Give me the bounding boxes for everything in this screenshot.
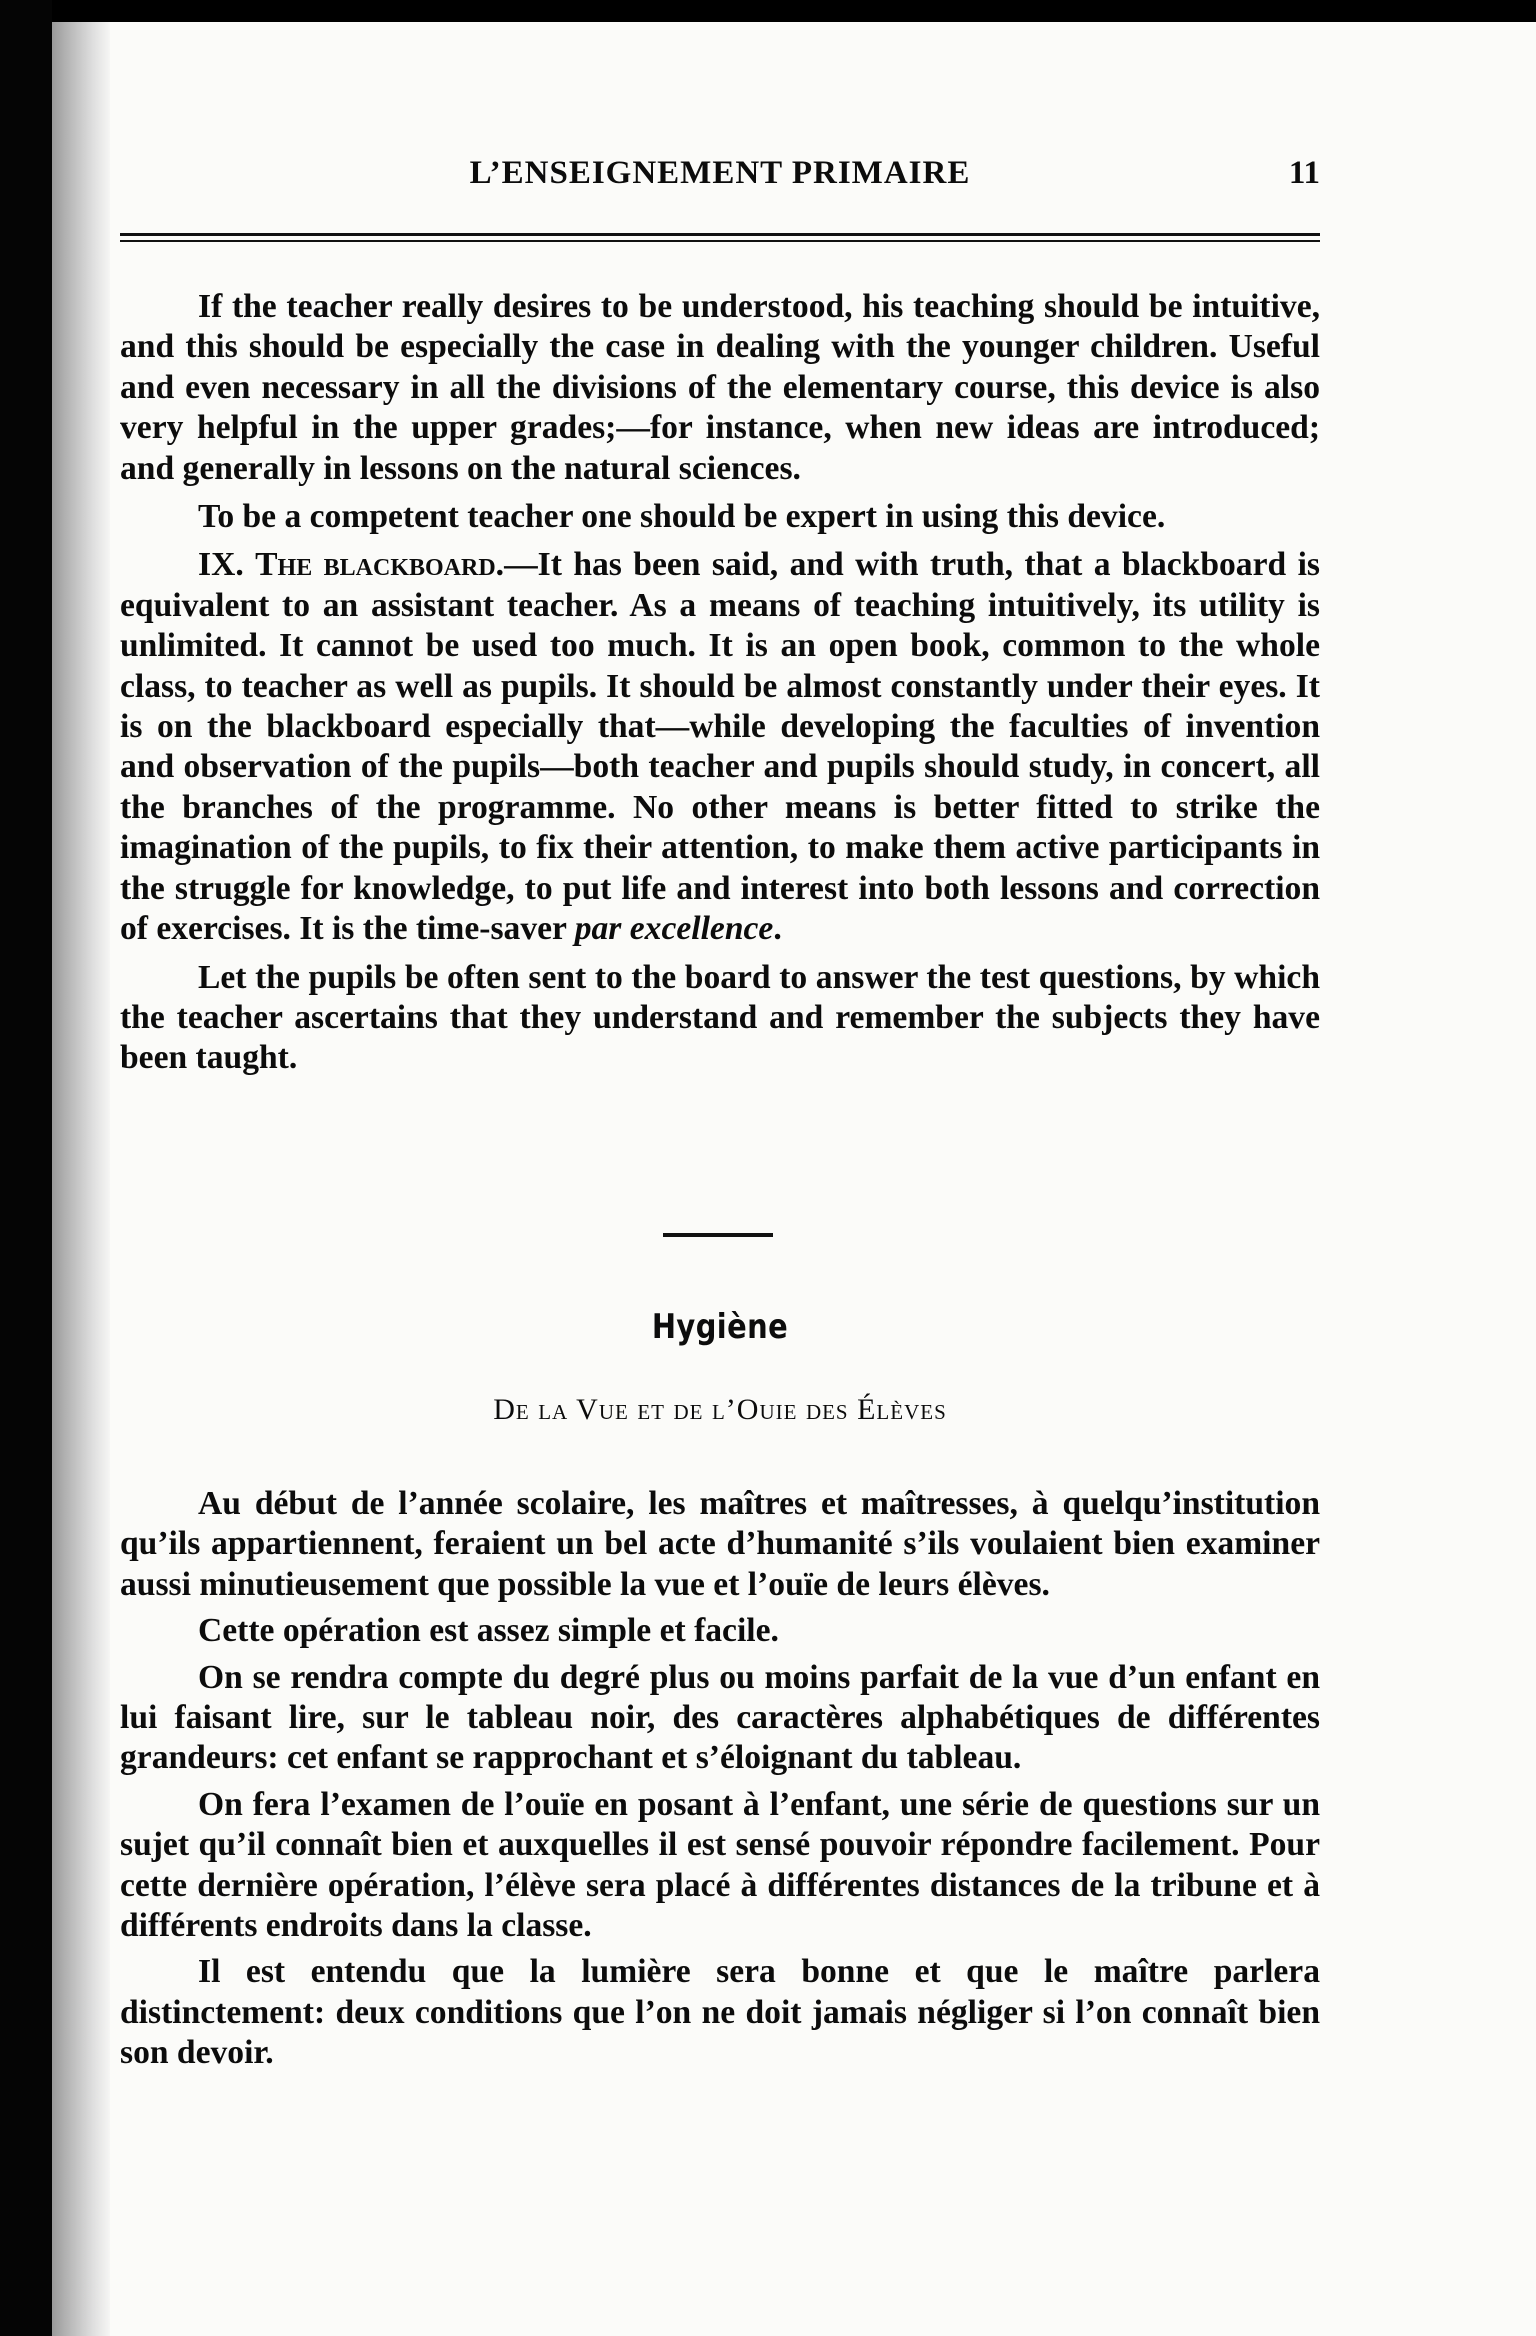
header-double-rule xyxy=(120,233,1320,242)
paragraph-test-questions: Let the pupils be often sent to the board to answer the test questions, by which the teacher ascertains that they understand and remember the subjects they have been taught. xyxy=(120,958,1320,1077)
section-title-hygiene: Hygiène xyxy=(651,1307,789,1347)
paragraph-intuitive-teaching: If the teacher really desires to be understood, his teaching should be intuitive, and this should be especially the case in dealing with the younger children. Useful and even necessary in all the divisions of the elementary course, this device is also very helpful in the upper grades;—for instance, when new ideas are introduced; and generally in lessons on the natural sciences. xyxy=(120,288,1320,487)
running-header xyxy=(120,148,1320,198)
paragraph-conditions: Il est entendu que la lumière sera bonne et que le maître parlera distinctement: deux conditions que l’on ne doit jamais négliger si l’on connaît bien son devoir. xyxy=(120,1953,1320,2072)
paragraph-hearing-test: On fera l’examen de l’ouïe en posant à l’enfant, une série de questions sur un sujet qu’il connaît bien et auxquelles il est sensé pouvoir répondre facilement. Pour cette dernière opération, l’élève sera placé à différentes distances de la tribune et à différents endroits dans la classe. xyxy=(120,1785,1320,1945)
blackboard-heading: The blackboard. xyxy=(255,546,505,584)
paragraph-simple-operation: Cette opération est assez simple et facile. xyxy=(198,1612,779,1650)
page-gutter-shadow xyxy=(52,22,110,2336)
paragraph-vision-test: On se rendra compte du degré plus ou moins parfait de la vue d’un enfant en lui faisant lire, sur le tableau noir, des caractères alphabétiques de différentes grandeurs: cet enfant se rapprochant et s’éloignant du tableau. xyxy=(120,1658,1320,1777)
section-blackboard-text xyxy=(120,287,1320,1087)
page-number: 11 xyxy=(1288,155,1320,191)
paragraph-blackboard xyxy=(120,545,1320,949)
scan-border xyxy=(0,0,52,2336)
paragraph-competent-teacher: To be a competent teacher one should be expert in using this device. xyxy=(198,498,1166,536)
section-divider xyxy=(663,1233,773,1237)
blackboard-tail: . xyxy=(773,910,782,948)
section-number: IX. xyxy=(198,546,256,584)
section-subtitle: De la Vue et de l’Ouie des Élèves xyxy=(493,1393,947,1426)
blackboard-body: —It has been said, and with truth, that a blackboard is equivalent to an assistant teacher. As a means of teaching intuitively, its utility is unlimited. It cannot be used too much. It is an open book, common to the whole class, to teacher as well as pupils. It should be almost constantly under their eyes. It is on the blackboard especially that—while developing the faculties of invention and observation of the pupils—both teacher and pupils should study, in concert, all the branches of the programme. No other means is better fitted to strike the imagination of the pupils, to fix their attention, to make them active participants in the struggle for knowledge, to put life and interest into both lessons and correction of exercises. It is the time-saver xyxy=(120,546,1320,948)
italic-phrase: par excellence xyxy=(574,910,774,948)
section-hygiene-text xyxy=(120,1484,1320,2080)
paragraph-examination: Au début de l’année scolaire, les maîtres et maîtresses, à quelqu’institution qu’ils appartiennent, feraient un bel acte d’humanité s’ils voulaient bien examiner aussi minutieusement que possible la vue et l’ouïe de leurs élèves. xyxy=(120,1485,1320,1603)
running-title: L’ENSEIGNEMENT PRIMAIRE xyxy=(469,155,971,191)
